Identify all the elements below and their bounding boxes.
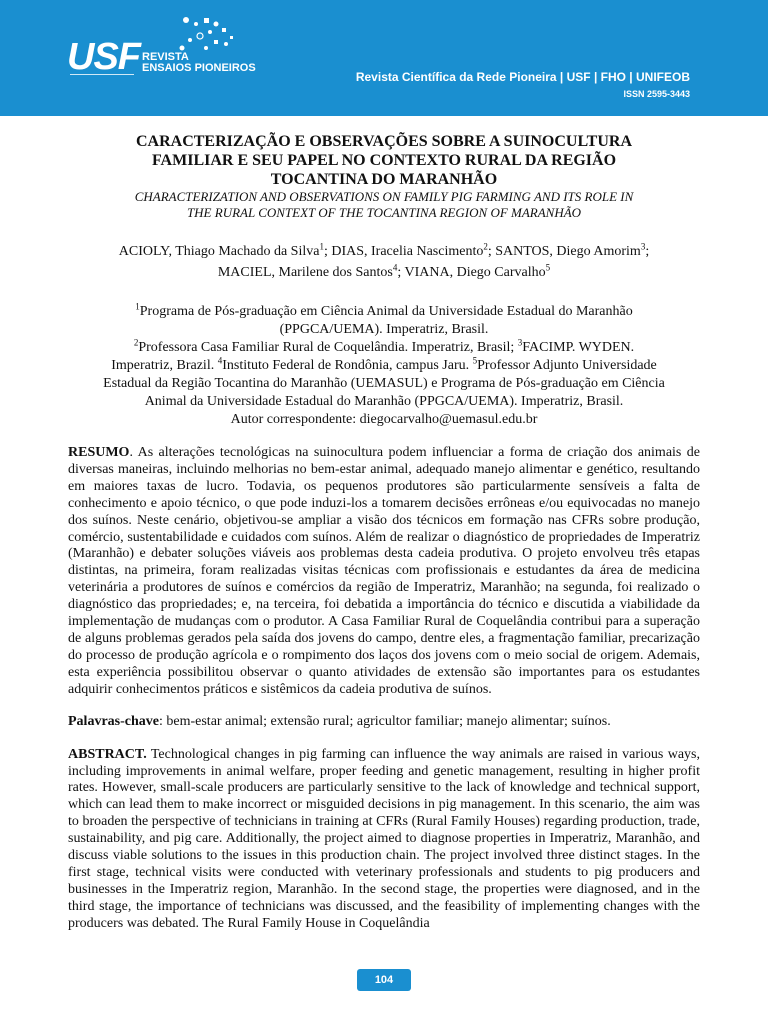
abstract-text: Technological changes in pig farming can influence the way animals are raised in various ways, including improvements in animal welfare, proper feeding and genetic management, resulting in higher profit rates. However, small-scale producers are particularly sensitive to the lack of knowledge and technical support, which can lead them to make incorrect or misguided decisions in pig management. In this scenario, the aim was to broaden the perspective of technicians in training at CFRs (Rural Family Houses) regarding production, trade, sustainability, and pig care. Additionally, the project aimed to diagnose properties in Imperatriz, Maranhão, and discuss viable solutions to the issues in this production chain. The project involved three distinct stages. In the first stage, technical visits were conducted with veterinary professionals and students to pig producers and businesses in the Imperatriz region, Maranhão. In the second stage, the properties were diagnosed, and in the third stage, the importance of technicians was discussed, and the feasibility of implementing changes with the producers was debated. The Rural Family House in Coquelândia	[68, 746, 700, 931]
revista-line-2: ENSAIOS PIONEIROS	[142, 62, 256, 74]
affil-sup: 4	[217, 355, 223, 366]
abstract-label: ABSTRACT.	[68, 746, 147, 762]
author-list: ACIOLY, Thiago Machado da Silva$^1$; DIAS, Iracelia Nascimento$^2$; SANTOS, Diego Amorim$^3$; MACIEL, Marilene dos Santos$^4$; VIANA, Diego Carvalho$^5$	[118, 241, 650, 280]
title-portuguese	[68, 132, 700, 189]
usf-logo: USF	[67, 36, 140, 78]
affil-text: Professora Casa Familiar Rural de Coquelândia. Imperatriz, Brasil;	[138, 340, 518, 355]
resumo-paragraph	[68, 445, 700, 699]
author-name: DIAS, Iracelia Nascimento	[331, 244, 484, 259]
author-sup: 4	[392, 262, 398, 273]
affil-sup: 1	[135, 301, 140, 312]
author-name: SANTOS, Diego Amorim	[495, 244, 641, 259]
journal-name: Revista Científica da Rede Pioneira | USF | FHO | UNIFEOB	[355, 70, 690, 84]
keywords-label: Palavras-chave	[68, 713, 159, 729]
affil-text: Imperatriz, Brazil.	[111, 358, 218, 373]
issn: ISSN 2595-3443	[623, 89, 690, 99]
author-sup: 5	[545, 262, 551, 273]
affil-text: Estadual da Região Tocantina do Maranhão (UEMASUL) e Programa de Pós-graduação em Ciência	[103, 376, 665, 391]
affiliations	[68, 303, 700, 429]
title-english	[68, 189, 700, 221]
affil-sup: 5	[472, 355, 478, 366]
journal-header	[0, 0, 768, 116]
author-name: ACIOLY, Thiago Machado da Silva	[118, 244, 320, 259]
author-sup: 2	[483, 241, 488, 252]
article-content	[68, 132, 700, 933]
title-pt-line: TOCANTINA DO MARANHÃO	[270, 171, 498, 188]
revista-line-1: REVISTA	[142, 51, 189, 63]
author-name: MACIEL, Marilene dos Santos	[217, 265, 393, 280]
affil-sup: 3	[517, 337, 523, 348]
affil-text: FACIMP. WYDEN.	[522, 340, 635, 355]
affil-text: Animal da Universidade Estadual do Maranhão (PPGCA/UEMA). Imperatriz, Brasil.	[144, 394, 624, 409]
keywords-text: : bem-estar animal; extensão rural; agricultor familiar; manejo alimentar; suínos.	[158, 713, 611, 729]
page-number: 104	[357, 969, 411, 991]
affil-sup: 2	[133, 337, 139, 348]
title-en-line: THE RURAL CONTEXT OF THE TOCANTINA REGION OF MARANHÃO	[186, 205, 582, 220]
title-en-line: CHARACTERIZATION AND OBSERVATIONS ON FAMILY PIG FARMING AND ITS ROLE IN	[134, 189, 634, 204]
resumo-label: RESUMO	[68, 445, 130, 460]
author-sup: 1	[319, 241, 324, 252]
usf-logo-underline	[70, 74, 134, 78]
corresponding-author: Autor correspondente: diegocarvalho@uemasul.edu.br	[230, 412, 538, 427]
affil-text: (PPGCA/UEMA). Imperatriz, Brasil.	[279, 322, 489, 337]
title-pt-line: FAMILIAR E SEU PAPEL NO CONTEXTO RURAL DA REGIÃO	[151, 152, 617, 169]
keywords-paragraph	[68, 713, 700, 730]
author-sup: 3	[640, 241, 646, 252]
title-pt-line: CARACTERIZAÇÃO E OBSERVAÇÕES SOBRE A SUINOCULTURA	[135, 133, 632, 150]
affil-text: Professor Adjunto Universidade	[477, 358, 657, 373]
resumo-text: . As alterações tecnológicas na suinocultura podem influenciar a forma de criação dos animais de diversas maneiras, incluindo melhorias no bem-estar animal, adequado manejo alimentar e genético, resultando em maiores taxas de lucro. Todavia, os pequenos produtores são particularmente sensíveis a falta de conhecimento e apoio técnico, o que pode induzi-los a tomarem decisões errôneas e/ou equivocadas no manejo dos suínos. Neste cenário, objetivou-se ampliar a visão dos técnicos em formação nas CFRs sobre produção, comércio, sustentabilidade e cuidados com suínos. Além de realizar o diagnóstico de propriedades de Imperatriz (Maranhão) e debater soluções viáveis aos problemas desta cadeia produtiva. O projeto envolveu três etapas distintas, na primeira, foram realizadas visitas técnicas com profissionais e estudantes da área de medicina veterinária a produtores de suínos e comércios da região de Imperatriz, Maranhão; na segunda, foi realizado o diagnóstico das propriedades; e, na terceira, foi debatida a importância do técnico e discutida a viabilidade da implementação de mudanças com o produtor. A Casa Familiar Rural de Coquelândia contribui para a superação de alguns problemas gerados pela saída dos jovens do campo, dentre eles, a fragmentação familiar, precarização do processo de produção agrícola e o rompimento dos laços dos jovens com o meio social de origem. Ademais, esta experiência possibilitou observar o quanto atividades de extensão são importantes para os estudantes adquirir conhecimentos práticos e sistêmicos da cadeia produtiva de suínos.	[68, 445, 700, 697]
author-name: VIANA, Diego Carvalho	[404, 265, 546, 280]
abstract-paragraph	[68, 747, 700, 933]
affil-text: Instituto Federal de Rondônia, campus Jaru.	[222, 358, 473, 373]
affil-text: Programa de Pós-graduação em Ciência Animal da Universidade Estadual do Maranhão	[139, 304, 633, 319]
revista-logo-text	[142, 52, 256, 74]
